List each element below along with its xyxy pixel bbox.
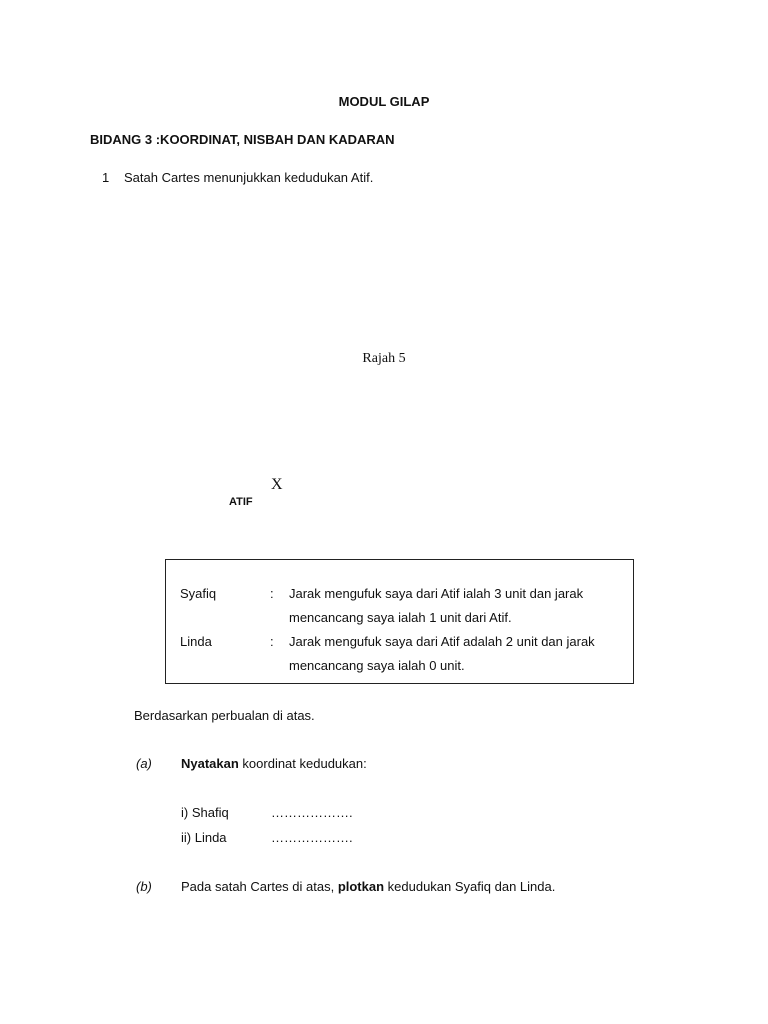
document-title: MODUL GILAP bbox=[338, 94, 430, 109]
part-b-text bbox=[181, 879, 555, 894]
figure-caption: Rajah 5 bbox=[362, 351, 406, 366]
part-b-before: Pada satah Cartes di atas, bbox=[181, 879, 338, 894]
part-a-rest: koordinat kedudukan: bbox=[238, 756, 367, 771]
speaker-line: mencancang saya ialah 0 unit. bbox=[289, 658, 465, 673]
dialogue-box bbox=[165, 559, 634, 684]
speaker-name: Linda bbox=[180, 634, 212, 649]
section-heading: BIDANG 3 :KOORDINAT, NISBAH DAN KADARAN bbox=[90, 132, 395, 147]
answer-blank: ………………. bbox=[271, 830, 353, 845]
question-text: Satah Cartes menunjukkan kedudukan Atif. bbox=[124, 170, 374, 185]
sub-item-label: ii) Linda bbox=[181, 830, 227, 845]
part-b-label: (b) bbox=[136, 879, 152, 894]
part-b-keyword: plotkan bbox=[337, 879, 385, 894]
speaker-colon: : bbox=[270, 634, 274, 649]
speaker-name: Syafiq bbox=[180, 586, 217, 601]
part-b-after: kedudukan Syafiq dan Linda. bbox=[384, 879, 556, 894]
question-number: 1 bbox=[102, 170, 110, 185]
atif-marker: X bbox=[271, 476, 283, 493]
part-a-keyword: Nyatakan bbox=[181, 756, 239, 771]
atif-label: ATIF bbox=[229, 496, 253, 508]
part-a-label: (a) bbox=[136, 756, 152, 771]
speaker-line: Jarak mengufuk saya dari Atif adalah 2 unit dan jarak bbox=[289, 634, 595, 649]
intro-text: Berdasarkan perbualan di atas. bbox=[134, 708, 315, 723]
speaker-line: mencancang saya ialah 1 unit dari Atif. bbox=[289, 610, 512, 625]
speaker-colon: : bbox=[270, 586, 274, 601]
speaker-line: Jarak mengufuk saya dari Atif ialah 3 unit dan jarak bbox=[289, 586, 584, 601]
part-a-text bbox=[181, 756, 367, 771]
sub-item-label: i) Shafiq bbox=[181, 805, 229, 820]
answer-blank: ………………. bbox=[271, 805, 353, 820]
